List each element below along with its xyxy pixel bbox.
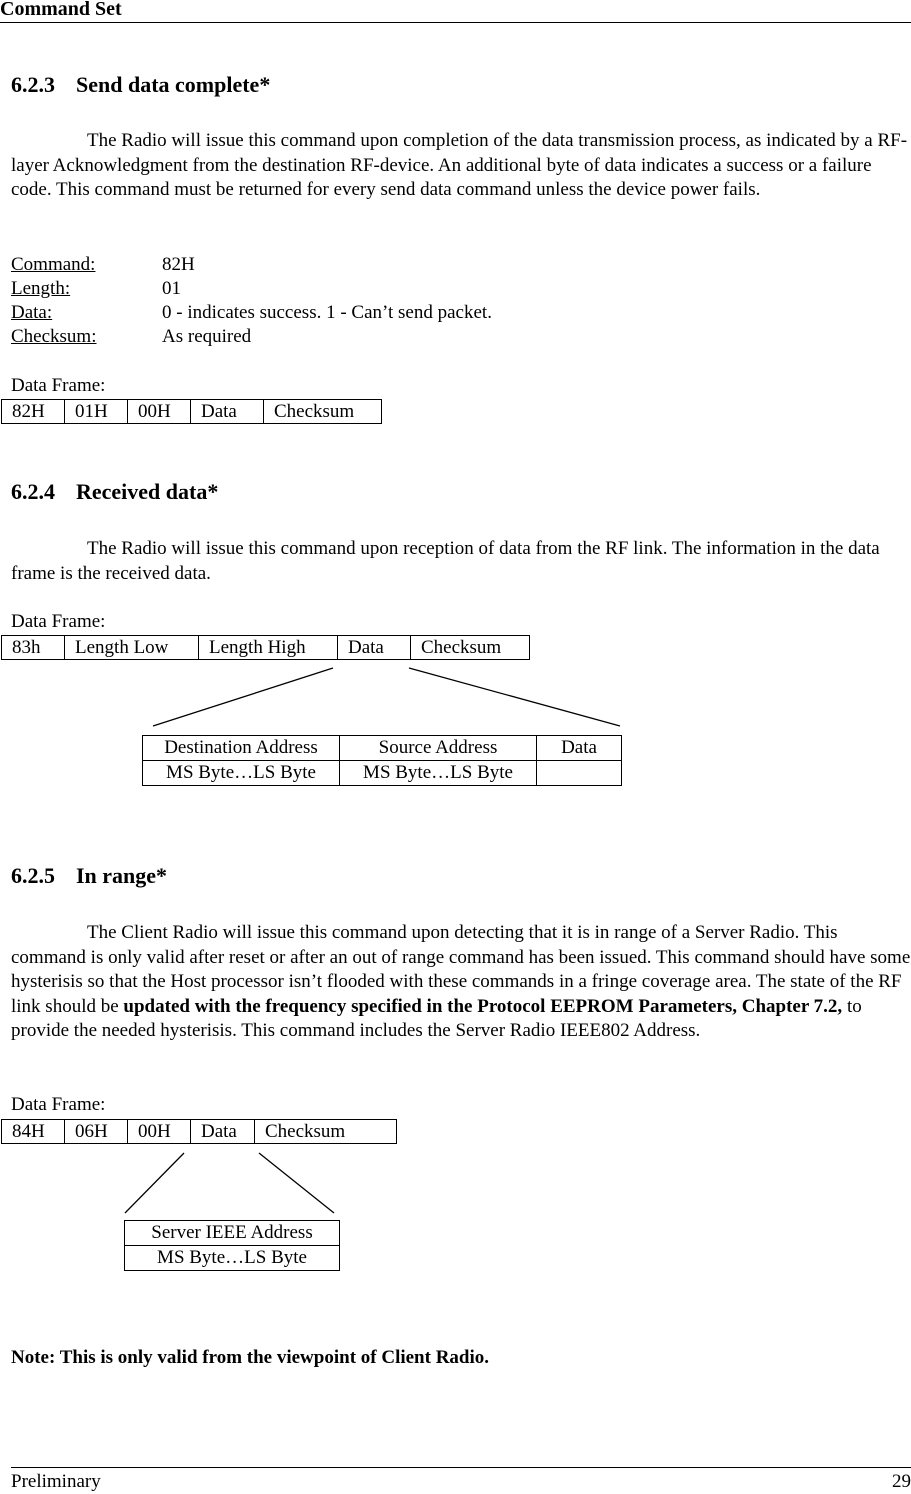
field-data <box>11 301 492 325</box>
field-checksum <box>11 325 251 349</box>
frame-label: Data Frame: <box>11 611 106 632</box>
frame-cell: Length High <box>199 636 338 660</box>
frame-cell: Checksum <box>264 400 382 424</box>
section-number: 6.2.5 <box>11 863 55 888</box>
paragraph-text: The Radio will issue this command upon reception of data from the RF link. The information in the data frame is the received data. <box>11 538 880 584</box>
frame-label: Data Frame: <box>11 375 106 396</box>
subframe-header: Data <box>537 736 622 761</box>
section-title: In range* <box>76 863 168 888</box>
section-number: 6.2.3 <box>11 72 55 97</box>
section-paragraph <box>11 537 911 586</box>
footer-rule <box>11 1467 911 1468</box>
frame-cell: 84H <box>2 1120 65 1144</box>
section-heading-6-2-4 <box>11 479 218 505</box>
field-label: Checksum: <box>11 326 97 347</box>
data-frame-table <box>1 399 382 424</box>
section-paragraph <box>11 129 911 203</box>
connector-line <box>409 668 620 726</box>
frame-cell: Checksum <box>255 1120 397 1144</box>
paragraph-text: The Radio will issue this command upon completion of the data transmission process, as indicated by a RF-layer Acknowledgment from the destination RF-device. An additional byte of data indicates a success or a failure code. This command must be returned for every send data command unless the device power fails. <box>11 130 908 201</box>
connector-line <box>259 1153 334 1213</box>
data-subframe-table <box>142 735 622 786</box>
subframe-cell: MS Byte…LS Byte <box>143 761 340 786</box>
subframe-header: Source Address <box>340 736 537 761</box>
field-length <box>11 277 181 301</box>
note-text: Note: This is only valid from the viewpoint of Client Radio. <box>11 1347 490 1368</box>
frame-cell: Data <box>338 636 411 660</box>
connector-line <box>125 1153 184 1213</box>
section-title: Send data complete* <box>76 72 271 97</box>
frame-label: Data Frame: <box>11 1094 106 1115</box>
field-label: Data: <box>11 302 53 323</box>
paragraph-bold-text: updated with the frequency specified in the Protocol EEPROM Parameters, Chapter 7.2, <box>123 995 843 1017</box>
field-command <box>11 253 195 277</box>
frame-cell: 00H <box>128 400 191 424</box>
subframe-cell <box>537 761 622 786</box>
field-value: 82H <box>162 254 195 275</box>
frame-cell: Length Low <box>65 636 199 660</box>
frame-cell: 00H <box>128 1120 191 1144</box>
section-title: Received data* <box>76 479 219 504</box>
paragraph-text: The Client Radio will issue this command upon detecting that it is in range of a Server Radio. This command is only valid after reset or after an out of range command has been issued. This command should have some hysterisis so that the Host processor isn’t flooded with these commands in a fringe coverage area. The state of the RF link should be <box>11 922 911 1017</box>
frame-cell: Data <box>191 1120 255 1144</box>
frame-cell: 06H <box>65 1120 128 1144</box>
data-frame-table <box>1 635 530 660</box>
frame-cell: 83h <box>2 636 65 660</box>
running-header <box>0 0 911 23</box>
field-value: As required <box>162 326 252 347</box>
field-label: Command: <box>11 254 96 275</box>
data-frame-table <box>1 1119 397 1144</box>
data-subframe-table <box>124 1220 340 1271</box>
connector-line <box>153 668 333 726</box>
subframe-cell: MS Byte…LS Byte <box>340 761 537 786</box>
page-number: 29 <box>892 1471 911 1492</box>
section-number: 6.2.4 <box>11 479 55 504</box>
subframe-header: Server IEEE Address <box>125 1221 340 1246</box>
frame-cell: 82H <box>2 400 65 424</box>
subframe-header: Destination Address <box>143 736 340 761</box>
footer-status: Preliminary <box>11 1471 101 1492</box>
subframe-cell: MS Byte…LS Byte <box>125 1246 340 1271</box>
frame-cell: Checksum <box>411 636 530 660</box>
paragraph-text: to provide the needed hysterisis. This command includes the Server Radio IEEE802 Address. <box>11 995 862 1042</box>
section-paragraph <box>11 921 911 1044</box>
frame-cell: 01H <box>65 400 128 424</box>
field-label: Length: <box>11 278 71 299</box>
field-value: 0 - indicates success. 1 - Can’t send packet. <box>162 302 492 323</box>
field-value: 01 <box>162 278 181 299</box>
frame-cell: Data <box>191 400 264 424</box>
running-header-title: Command Set <box>0 0 122 20</box>
section-heading-6-2-5 <box>11 863 167 889</box>
section-heading-6-2-3 <box>11 72 270 98</box>
